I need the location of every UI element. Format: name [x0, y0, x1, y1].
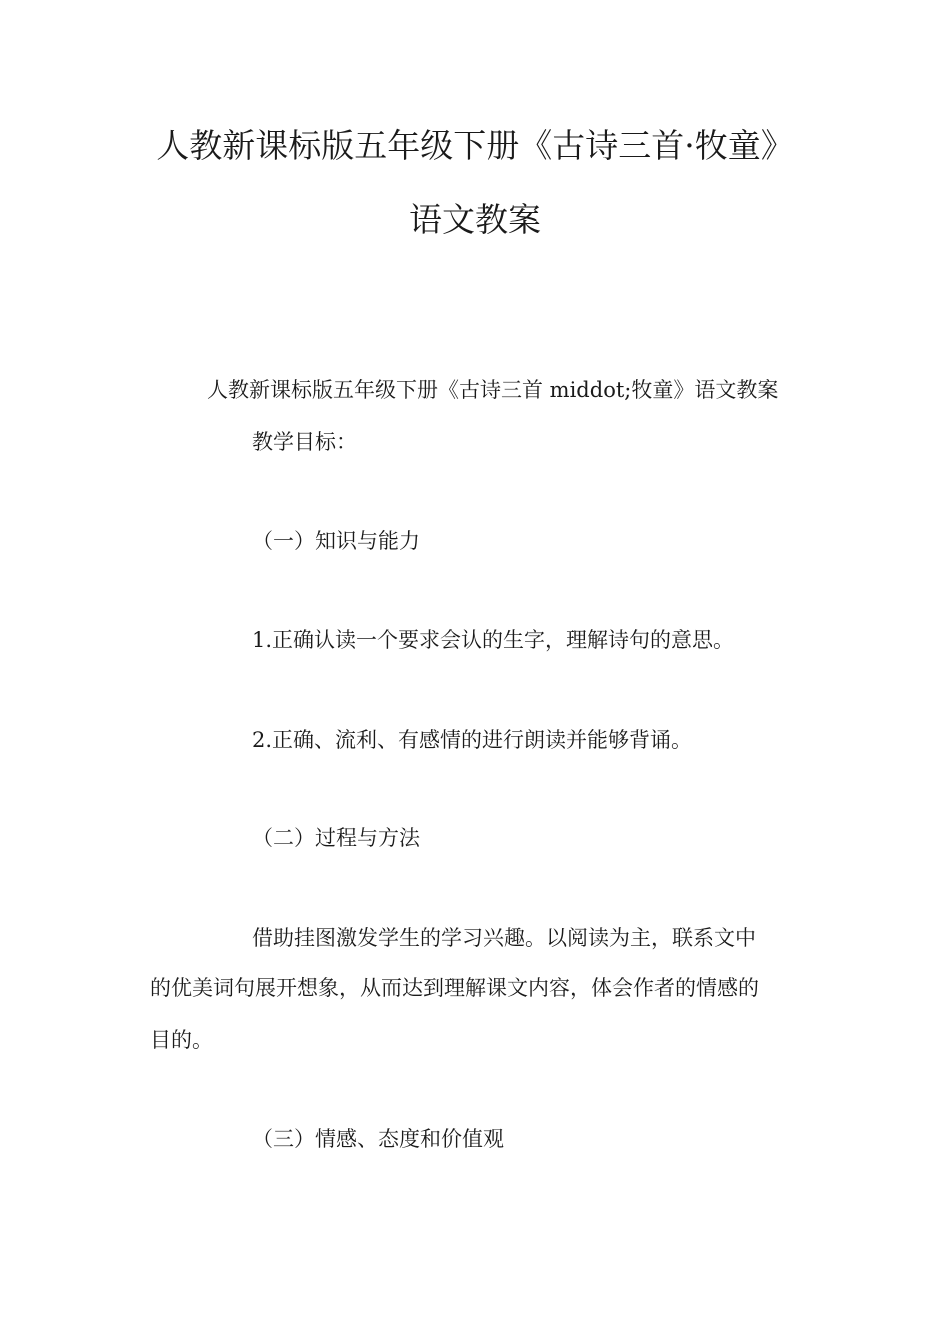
paragraph-line: 目的。 — [150, 1028, 213, 1052]
document-title-line-1: 人教新课标版五年级下册《古诗三首·牧童》 — [156, 126, 794, 165]
teaching-goals-heading: 教学目标： — [252, 430, 357, 454]
section-knowledge-ability-heading: （一）知识与能力 — [252, 529, 420, 553]
section-emotion-values-heading: （三）情感、态度和价值观 — [252, 1127, 504, 1151]
goal-item-2: 2.正确、流利、有感情的进行朗读并能够背诵。 — [252, 728, 693, 752]
paragraph-line: 的优美词句展开想象，从而达到理解课文内容，体会作者的情感的 — [150, 976, 759, 1000]
document-title-line-2: 语文教案 — [409, 200, 541, 239]
document-subtitle: 人教新课标版五年级下册《古诗三首 middot;牧童》语文教案 — [207, 378, 779, 402]
section-process-method-heading: （二）过程与方法 — [252, 826, 420, 850]
goal-item-1: 1.正确认读一个要求会认的生字，理解诗句的意思。 — [252, 628, 735, 652]
paragraph-line: 借助挂图激发学生的学习兴趣。以阅读为主，联系文中 — [252, 926, 756, 950]
